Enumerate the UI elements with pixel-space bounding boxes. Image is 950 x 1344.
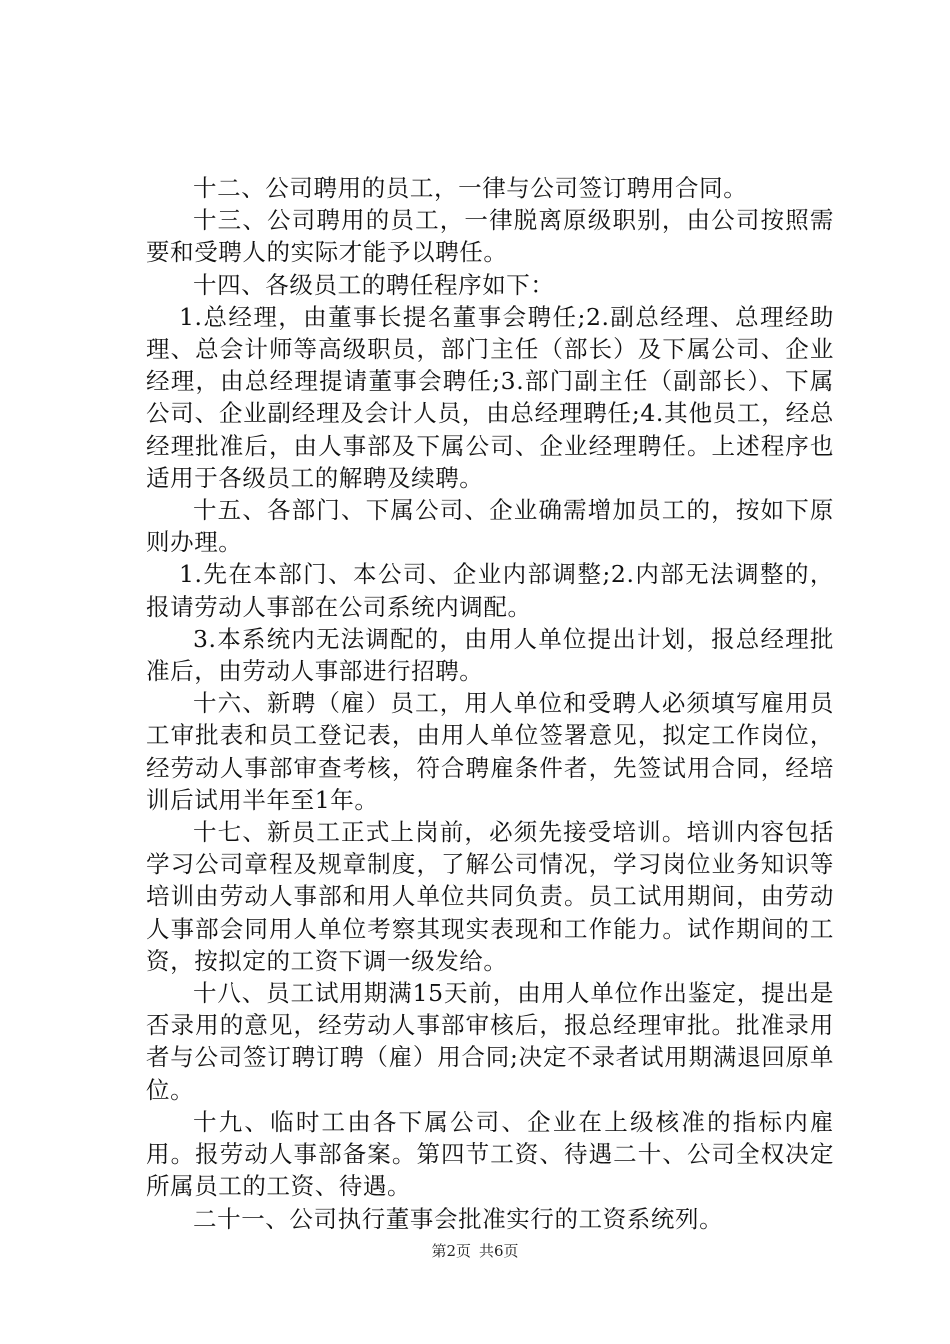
paragraph-14-items: 1.总经理，由董事长提名董事会聘任;2.副总经理、总理经助理、总会计师等高级职员，部门主任（部长）及下属公司、企业经理，由总经理提请董事会聘任;3.部门副主任（副部长）、下属公司、企业副经理及会计人员，由总经理聘任;4.其他员工，经总经理批准后，由人事部及下属公司、企业经理聘任。上述程序也适用于各级员工的解聘及续聘。 [146,302,834,492]
document-body [146,172,834,1235]
paragraph-15-item-3: 3.本系统内无法调配的，由用人单位提出计划，报总经理批准后，由劳动人事部进行招聘。 [146,624,834,686]
paragraph-13: 十三、公司聘用的员工，一律脱离原级职别，由公司按照需要和受聘人的实际才能予以聘任。 [146,206,834,267]
paragraph-21: 二十一、公司执行董事会批准实行的工资系统列。 [193,1204,724,1233]
page-number: 第2页 [431,1242,471,1260]
paragraph-15: 十五、各部门、下属公司、企业确需增加员工的，按如下原则办理。 [146,496,834,557]
paragraph-12: 十二、公司聘用的员工，一律与公司签订聘用合同。 [193,174,748,202]
page-total: 共6页 [479,1242,519,1260]
paragraph-14: 十四、各级员工的聘任程序如下： [193,270,555,299]
paragraph-18: 十八、员工试用期满15天前，由用人单位作出鉴定，提出是否录用的意见，经劳动人事部审核后，报总经理审批。批准录用者与公司签订聘订聘（雇）用合同;决定不录者试用期满退回原单位。 [146,979,834,1104]
paragraph-19: 十九、临时工由各下属公司、企业在上级核准的指标内雇用。报劳动人事部备案。第四节工资、待遇二十、公司全权决定所属员工的工资、待遇。 [146,1107,834,1201]
paragraph-16: 十六、新聘（雇）员工，用人单位和受聘人必须填写雇用员工审批表和员工登记表，由用人单位签署意见，拟定工作岗位，经劳动人事部审查考核，符合聘雇条件者，先签试用合同，经培训后试用半年至1年。 [146,689,834,814]
page-footer [0,1241,950,1261]
paragraph-17: 十七、新员工正式上岗前，必须先接受培训。培训内容包括学习公司章程及规章制度，了解公司情况，学习岗位业务知识等培训由劳动人事部和用人单位共同负责。员工试用期间，由劳动人事部会同用人单位考察其现实表现和工作能力。试作期间的工资，按拟定的工资下调一级发给。 [146,818,834,975]
paragraph-15-items-1-2: 1.先在本部门、本公司、企业内部调整;2.内部无法调整的，报请劳动人事部在公司系统内调配。 [146,560,834,621]
